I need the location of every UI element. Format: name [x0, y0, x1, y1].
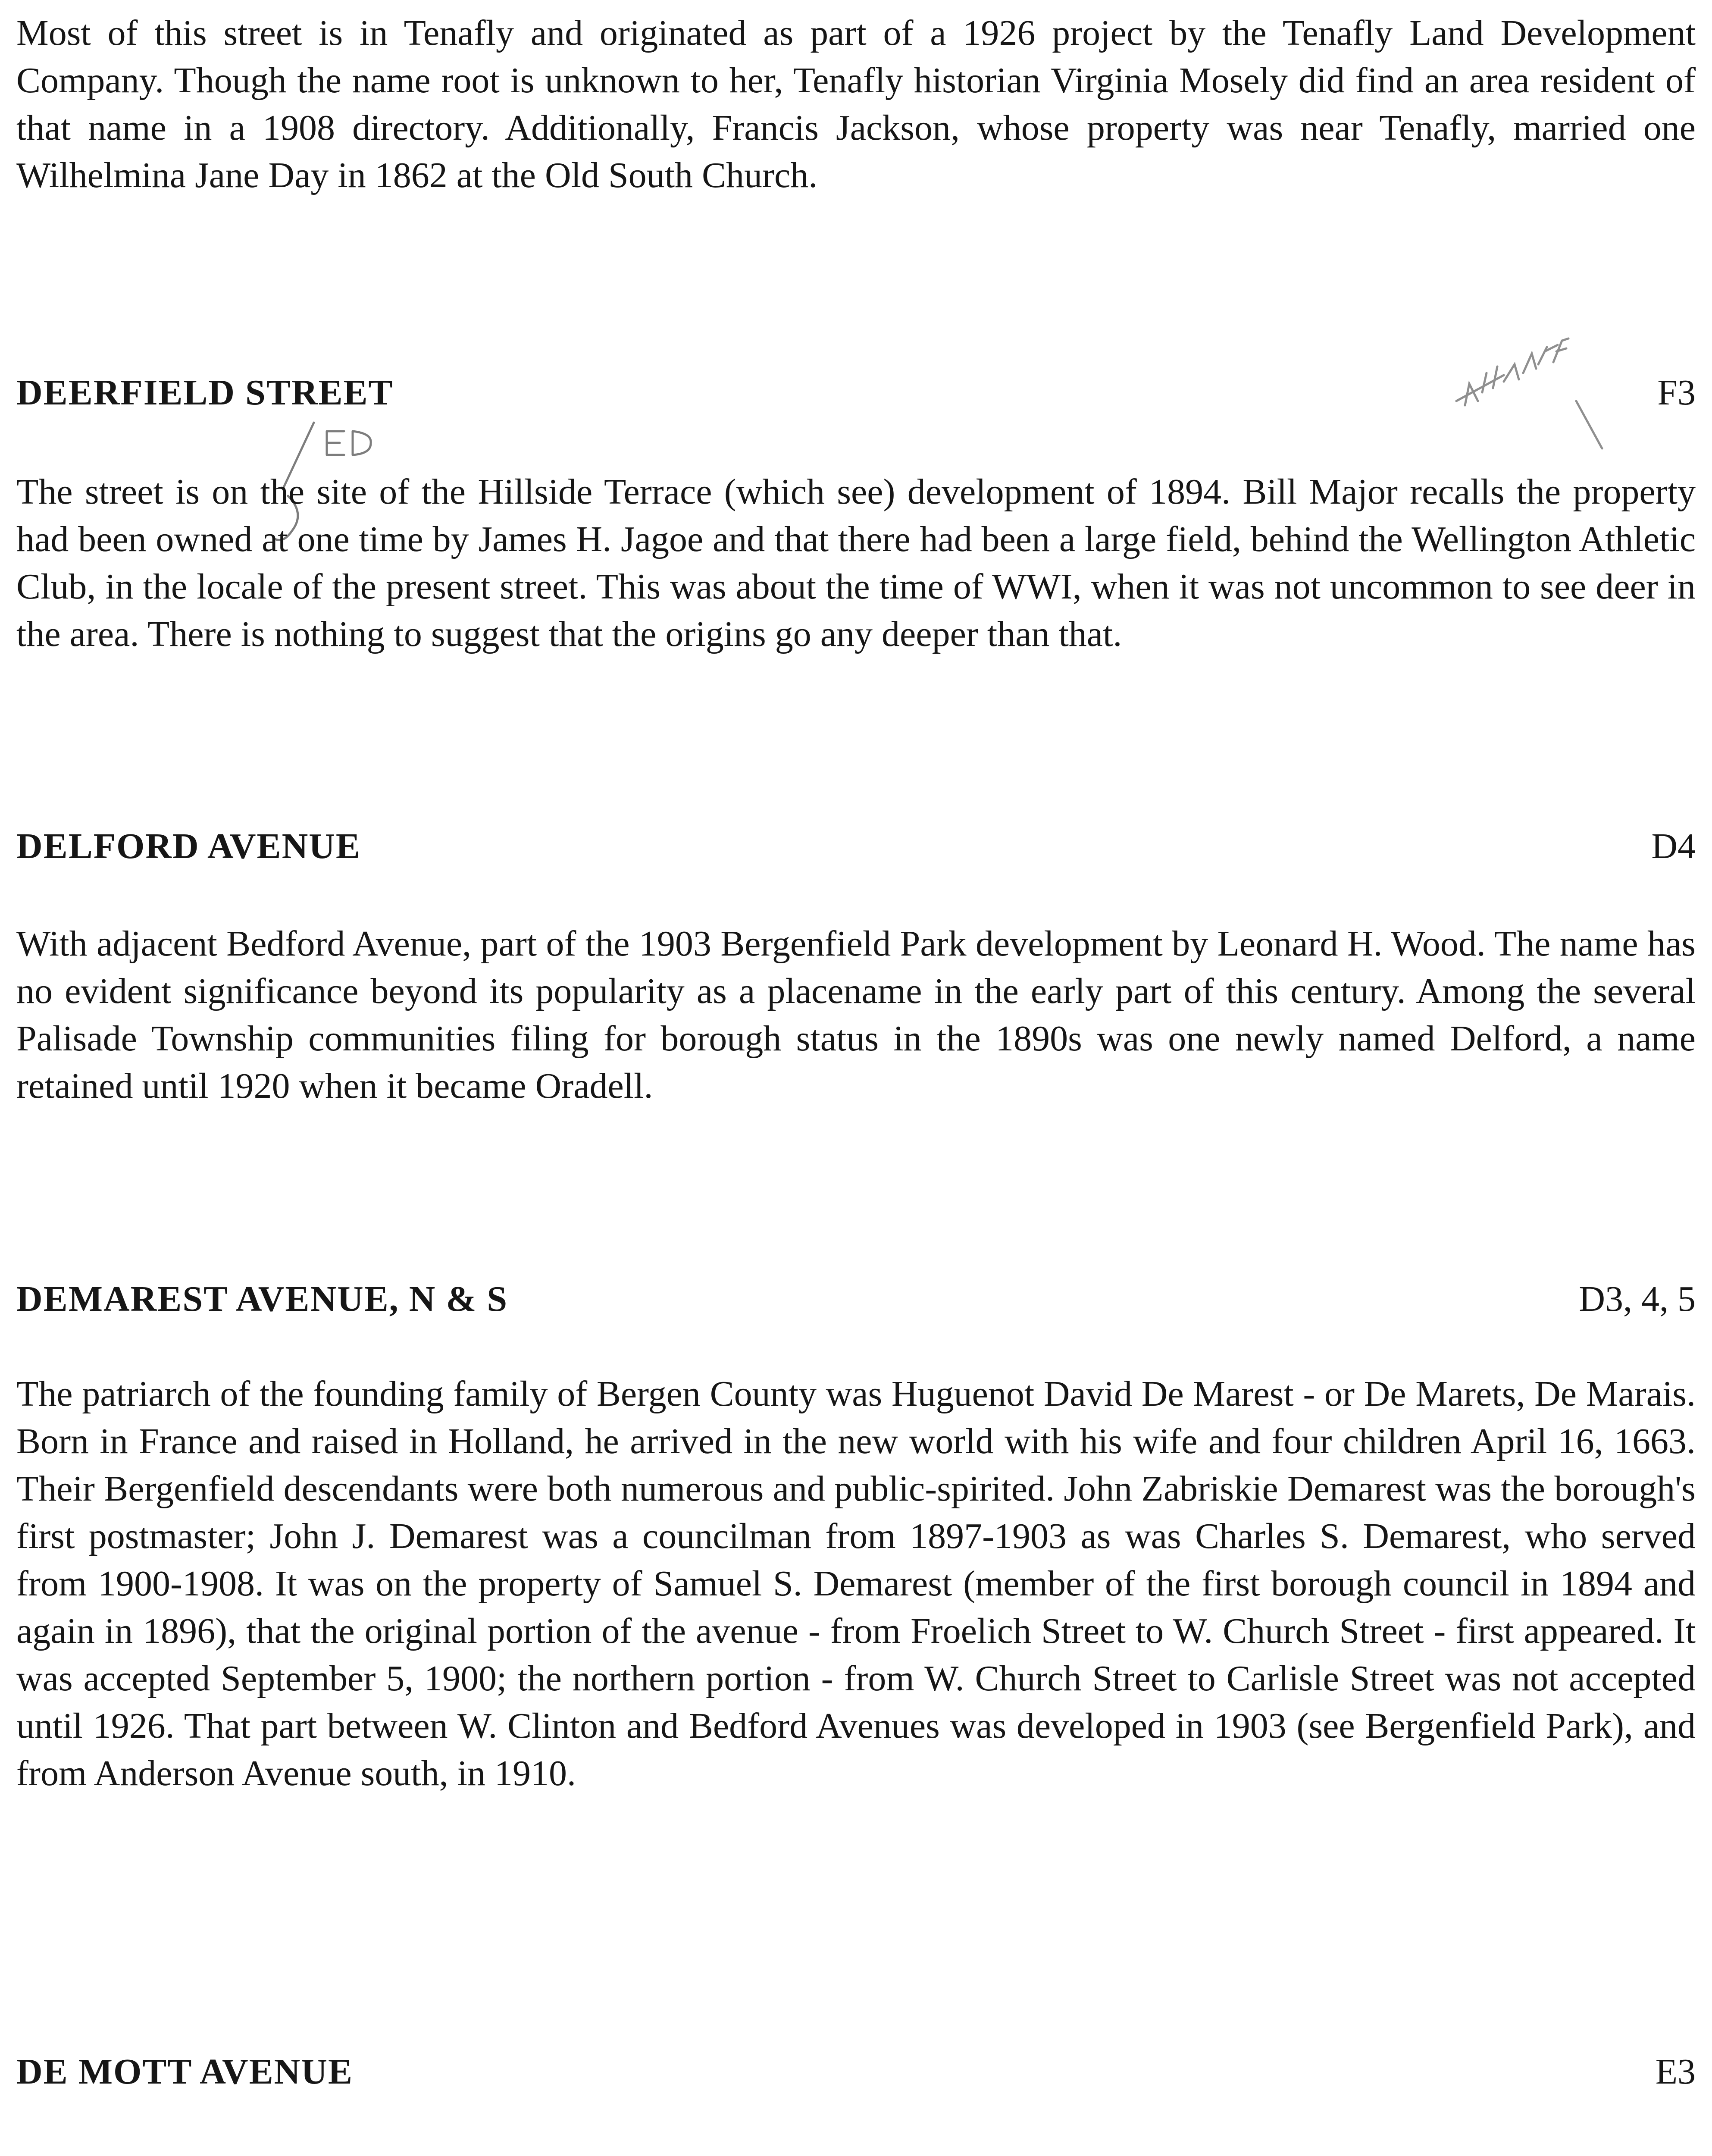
grid-reference: D4 — [1651, 826, 1696, 866]
entry-text-delford-avenue: With adjacent Bedford Avenue, part of the 1903 Bergenfield Park development by Leonard H. Wood. The name has no evident significance beyond its popularity as a placename in the early part of this century. Among the several Palisade Township communities filing for borough status in the 1890s was one newly named Delford, a name retained until 1920 when it became Oradell. — [16, 924, 1696, 1106]
entry-heading-deerfield-street — [16, 369, 1696, 417]
intro-paragraph: Most of this street is in Tenafly and originated as part of a 1926 project by the Tenafly Land Development Company. Though the name root is unknown to her, Tenafly historian Virginia Mosely did find an area resident of that name in a 1908 directory. Additionally, Francis Jackson, whose property was near Tenafly, married one Wilhelmina Jane Day in 1862 at the Old South Church. — [16, 13, 1696, 195]
entry-title: DEMAREST AVENUE, N & S — [16, 1279, 508, 1319]
entry-heading-delford-avenue — [16, 823, 1696, 870]
grid-reference: D3, 4, 5 — [1579, 1279, 1696, 1319]
grid-reference: E3 — [1655, 2052, 1696, 2092]
document-page — [16, 0, 1696, 2156]
grid-reference: F3 — [1657, 373, 1696, 413]
entry-title: DELFORD AVENUE — [16, 826, 361, 866]
entry-title: DE MOTT AVENUE — [16, 2052, 354, 2092]
entry-text-deerfield-street: The street is on the site of the Hillside Terrace (which see) development of 1894. Bill Major recalls the property had been owned at one time by James H. Jagoe and that there had been a large field, behind the Wellington Athletic Club, in the locale of the present street. This was about the time of WWI, when it was not uncommon to see deer in the area. There is nothing to suggest that the origins go any deeper than that. — [16, 472, 1696, 654]
entry-title: DEERFIELD STREET — [16, 373, 394, 413]
entry-heading-de-mott-avenue — [16, 2048, 1696, 2096]
entry-text-demarest-avenue: The patriarch of the founding family of Bergen County was Huguenot David De Marest - or De Marets, De Marais. Born in France and raised in Holland, he arrived in the new world with his wife and four children April 16, 1663. Their Bergenfield descendants were both numerous and public-spirited. John Zabriskie Demarest was the borough's first postmaster; John J. Demarest was a councilman from 1897-1903 as was Charles S. Demarest, who served from 1900-1908. It was on the property of Samuel S. Demarest (member of the first borough council in 1894 and again in 1896), that the original portion of the avenue - from Froelich Street to W. Church Street - first appeared. It was accepted September 5, 1900; the northern portion - from W. Church Street to Carlisle Street was not accepted until 1926. That part between W. Clinton and Bedford Avenues was developed in 1903 (see Bergenfield Park), and from Anderson Avenue south, in 1910. — [16, 1374, 1696, 1793]
entry-heading-demarest-avenue — [16, 1275, 1696, 1323]
